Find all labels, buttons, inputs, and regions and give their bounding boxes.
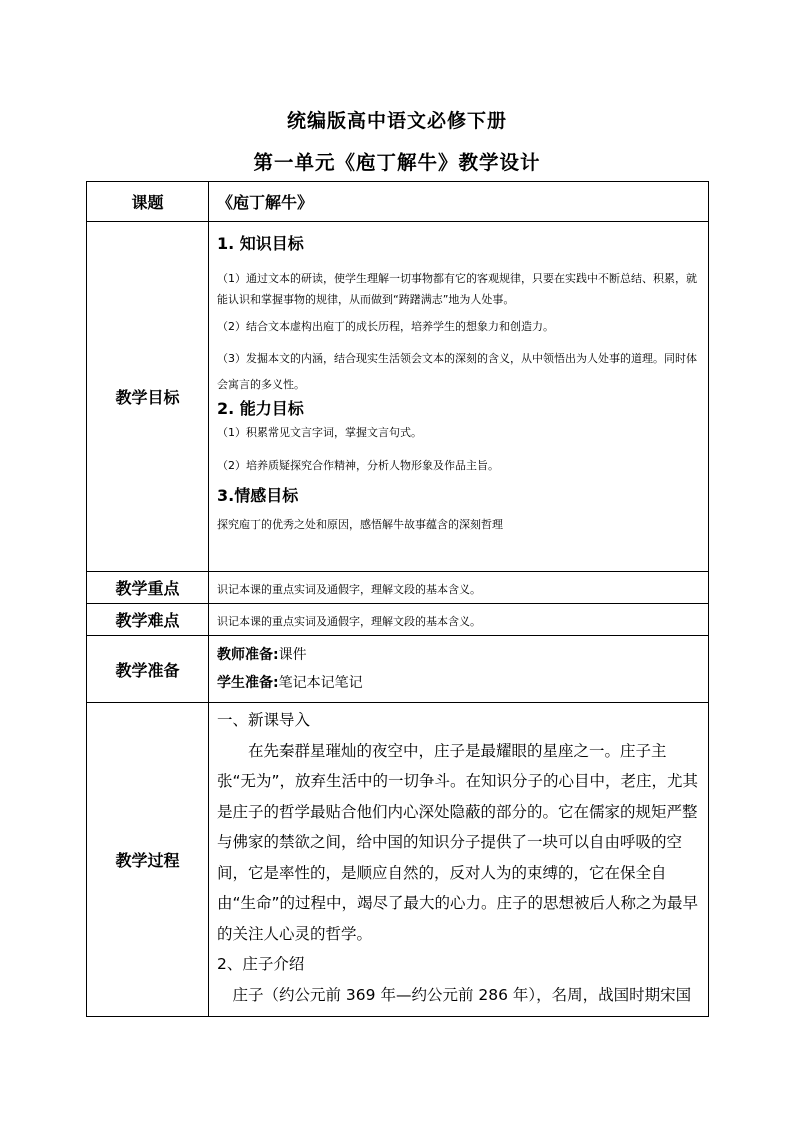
topic-cell bbox=[209, 182, 709, 222]
emotion-goal-text: 探究庖丁的优秀之处和原因，感悟解牛故事蕴含的深刻哲理 bbox=[217, 518, 503, 531]
process-paragraph: 在先秦群星璀灿的夜空中，庄子是最耀眼的星座之一。庄子主张“无为”，放弃生活中的一切争斗。在知识分子的心目中，老庄，尤其是庄子的哲学最贴合他们内心深处隐蔽的部分的。它在儒家的规矩严整与佛家的禁欲之间，给中国的知识分子提供了一块可以自由呼吸的空间，它是率性的，是顺应自然的，反对人为的束缚的，它在保全自由“生命”的过程中，竭尽了最大的心力。庄子的思想被后人称之为最早的关注人心灵的哲学。 bbox=[217, 741, 699, 943]
emotion-goal-heading: 3.情感目标 bbox=[217, 486, 299, 505]
ability-item: （1）积累常见文言字词，掌握文言句式。 bbox=[217, 426, 422, 439]
teacher-preparation-value: 课件 bbox=[278, 647, 307, 663]
topic-value: 《庖丁解牛》 bbox=[217, 193, 314, 212]
difficulties-cell bbox=[209, 604, 709, 636]
process-cell bbox=[209, 703, 709, 1017]
process-label: 教学过程 bbox=[87, 703, 209, 1017]
process-section-heading: 一、新课导入 bbox=[217, 711, 311, 729]
document-title: 统编版高中语文必修下册 bbox=[286, 110, 507, 132]
topic-label: 课题 bbox=[87, 182, 209, 222]
key-points-cell bbox=[209, 572, 709, 604]
lesson-plan-table bbox=[86, 181, 709, 1017]
teacher-preparation bbox=[217, 641, 703, 669]
table-row-preparation bbox=[87, 636, 709, 703]
teacher-preparation-label: 教师准备: bbox=[217, 647, 279, 663]
document-subtitle: 第一单元《庖丁解牛》教学设计 bbox=[253, 151, 541, 174]
student-preparation bbox=[217, 669, 703, 697]
knowledge-goal-heading: 1. 知识目标 bbox=[217, 234, 304, 253]
table-row-goals bbox=[87, 222, 709, 572]
goals-cell bbox=[209, 222, 709, 572]
goals-label: 教学目标 bbox=[87, 222, 209, 572]
preparation-label: 教学准备 bbox=[87, 636, 209, 703]
student-preparation-value: 笔记本记笔记 bbox=[278, 675, 363, 691]
knowledge-item: （2）结合文本虚构出庖丁的成长历程，培养学生的想象力和创造力。 bbox=[217, 320, 554, 333]
student-preparation-label: 学生准备: bbox=[217, 675, 279, 691]
difficulties-value: 识记本课的重点实词及通假字，理解文段的基本含义。 bbox=[217, 614, 481, 628]
preparation-cell bbox=[209, 636, 709, 703]
knowledge-item: （1）通过文本的研读，使学生理解一切事物都有它的客观规律，只要在实践中不断总结、积累，就能认识和掌握事物的规律，从而做到“踌躇满志”地为人处事。 bbox=[217, 272, 697, 306]
process-paragraph: 庄子（约公元前 369 年—约公元前 286 年），名周，战国时期宋国 bbox=[232, 985, 692, 1004]
ability-item: （2）培养质疑探究合作精神，分析人物形象及作品主旨。 bbox=[217, 459, 499, 472]
table-row-process bbox=[87, 703, 709, 1017]
difficulties-label: 教学难点 bbox=[87, 604, 209, 636]
knowledge-item: （3）发掘本文的内涵，结合现实生活领会文本的深刻的含义，从中领悟出为人处事的道理。同时体会寓言的多义性。 bbox=[217, 352, 697, 391]
table-row-topic bbox=[87, 182, 709, 222]
key-points-value: 识记本课的重点实词及通假字，理解文段的基本含义。 bbox=[217, 582, 481, 596]
table-row-difficulties bbox=[87, 604, 709, 636]
process-section-heading: 2、庄子介绍 bbox=[217, 955, 305, 973]
table-row-key-points bbox=[87, 572, 709, 604]
ability-goal-heading: 2. 能力目标 bbox=[217, 399, 304, 418]
key-points-label: 教学重点 bbox=[87, 572, 209, 604]
